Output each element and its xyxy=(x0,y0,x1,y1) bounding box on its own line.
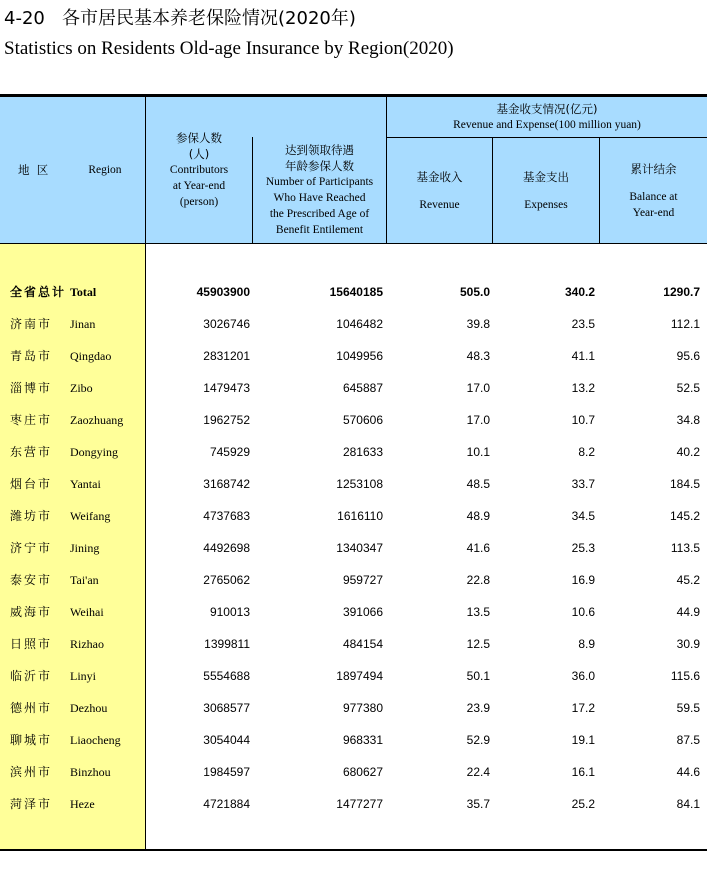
region-en-cell: Rizhao xyxy=(70,637,104,651)
balance-cell: 1290.7 xyxy=(663,285,700,299)
balance-cell: 84.1 xyxy=(676,797,700,811)
expenses-cell: 17.2 xyxy=(571,701,595,715)
balance-cell: 45.2 xyxy=(676,573,700,587)
contributors-cell: 4492698 xyxy=(203,541,250,555)
region-cn-cell: 日照市 xyxy=(10,637,53,651)
contributors-cell: 1984597 xyxy=(203,765,250,779)
region-cn-cell: 青岛市 xyxy=(10,349,53,363)
header-region-en: Region xyxy=(88,163,122,176)
bottom-rule xyxy=(0,849,707,851)
expenses-cell: 340.2 xyxy=(564,285,595,299)
header-bottom-rule xyxy=(0,243,707,244)
header-fund-cn: 基金收支情况(亿元) xyxy=(496,101,598,116)
expenses-cell: 25.2 xyxy=(571,797,595,811)
table-row xyxy=(0,500,707,532)
revenue-cell: 48.9 xyxy=(466,509,490,523)
contributors-cell: 1399811 xyxy=(204,637,250,651)
region-en-cell: Zibo xyxy=(70,381,93,395)
region-cn-cell: 威海市 xyxy=(10,605,53,619)
region-cn-cell: 全省总计 xyxy=(10,285,67,299)
header-expenses-en: Expenses xyxy=(524,198,568,211)
table-row xyxy=(0,660,707,692)
table-row xyxy=(0,308,707,340)
contributors-cell: 4721884 xyxy=(203,797,250,811)
region-en-cell: Dezhou xyxy=(70,701,108,715)
table-row xyxy=(0,372,707,404)
balance-cell: 40.2 xyxy=(676,445,700,459)
header-participants xyxy=(253,137,386,243)
region-cn-cell: 济南市 xyxy=(10,317,53,331)
header-contributors-en2: at Year-end xyxy=(172,179,226,192)
table-title-cn xyxy=(4,4,356,30)
table-row xyxy=(0,596,707,628)
balance-cell: 145.2 xyxy=(669,509,700,523)
participants-cell: 1897494 xyxy=(336,669,383,683)
participants-cell: 570606 xyxy=(342,413,383,427)
participants-cell: 1477277 xyxy=(336,797,383,811)
header-contributors-en1: Contributors xyxy=(169,163,229,176)
header-contributors xyxy=(146,96,252,243)
region-cn-cell: 淄博市 xyxy=(10,381,53,395)
expenses-cell: 25.3 xyxy=(571,541,595,555)
region-en-cell: Heze xyxy=(70,797,95,811)
region-en-cell: Zaozhuang xyxy=(70,413,124,427)
header-contributors-cn2: (人) xyxy=(188,146,210,161)
participants-cell: 281633 xyxy=(342,445,383,459)
table-row xyxy=(0,692,707,724)
table-title-cn-text: 各市居民基本养老保险情况(2020年) xyxy=(62,8,356,29)
header-revenue-cn: 基金收入 xyxy=(416,169,463,184)
table-row-total xyxy=(0,276,707,308)
expenses-cell: 10.6 xyxy=(571,605,595,619)
revenue-cell: 48.5 xyxy=(466,477,490,491)
participants-cell: 977380 xyxy=(342,701,383,715)
table-row xyxy=(0,404,707,436)
balance-cell: 113.5 xyxy=(670,541,700,555)
revenue-cell: 23.9 xyxy=(466,701,490,715)
region-en-cell: Jinan xyxy=(70,317,96,331)
revenue-cell: 505.0 xyxy=(459,285,490,299)
participants-cell: 484154 xyxy=(342,637,383,651)
header-expenses xyxy=(493,138,599,243)
expenses-cell: 16.1 xyxy=(571,765,595,779)
balance-cell: 44.9 xyxy=(676,605,700,619)
contributors-cell: 3068577 xyxy=(203,701,250,715)
expenses-cell: 23.5 xyxy=(571,317,595,331)
expenses-cell: 36.0 xyxy=(571,669,595,683)
table-row xyxy=(0,468,707,500)
balance-cell: 52.5 xyxy=(676,381,700,395)
expenses-cell: 19.1 xyxy=(571,733,595,747)
region-en-cell: Tai'an xyxy=(70,573,99,587)
table-title-en: Statistics on Residents Old-age Insurance by Region(2020) xyxy=(4,38,454,59)
contributors-cell: 4737683 xyxy=(203,509,250,523)
balance-cell: 30.9 xyxy=(676,637,700,651)
data-table xyxy=(0,94,707,852)
expenses-cell: 16.9 xyxy=(571,573,595,587)
revenue-cell: 39.8 xyxy=(466,317,490,331)
table-row xyxy=(0,724,707,756)
table-row xyxy=(0,788,707,820)
contributors-cell: 3026746 xyxy=(203,317,250,331)
header-region-cn: 地 区 xyxy=(18,162,49,177)
region-cn-cell: 枣庄市 xyxy=(10,413,53,427)
header-contributors-cn1: 参保人数 xyxy=(176,130,222,145)
table-number: 4-20 xyxy=(4,8,45,29)
expenses-cell: 8.2 xyxy=(578,445,595,459)
expenses-cell: 8.9 xyxy=(578,637,595,651)
balance-cell: 115.6 xyxy=(670,669,700,683)
participants-cell: 391066 xyxy=(342,605,383,619)
table-row xyxy=(0,628,707,660)
participants-cell: 15640185 xyxy=(329,285,383,299)
header-participants-cn1: 达到领取待遇 xyxy=(285,143,354,157)
header-contributors-en3: (person) xyxy=(179,195,219,208)
region-cn-cell: 临沂市 xyxy=(10,669,53,683)
balance-cell: 59.5 xyxy=(676,701,700,715)
header-fund-en: Revenue and Expense(100 million yuan) xyxy=(453,118,641,131)
contributors-cell: 5554688 xyxy=(203,669,250,683)
balance-cell: 44.6 xyxy=(676,765,700,779)
region-cn-cell: 济宁市 xyxy=(10,541,53,555)
balance-cell: 95.6 xyxy=(676,349,700,363)
revenue-cell: 35.7 xyxy=(466,797,490,811)
table-row xyxy=(0,564,707,596)
region-cn-cell: 东营市 xyxy=(10,445,53,459)
header-region xyxy=(0,96,145,243)
revenue-cell: 10.1 xyxy=(466,445,490,459)
participants-cell: 1253108 xyxy=(336,477,383,491)
revenue-cell: 12.5 xyxy=(466,637,490,651)
contributors-cell: 3054044 xyxy=(203,733,250,747)
region-en-cell: Binzhou xyxy=(70,765,111,779)
region-cn-cell: 烟台市 xyxy=(10,477,53,491)
region-en-cell: Qingdao xyxy=(70,349,112,363)
participants-cell: 1046482 xyxy=(336,317,383,331)
revenue-cell: 52.9 xyxy=(466,733,490,747)
contributors-cell: 45903900 xyxy=(196,285,250,299)
participants-cell: 680627 xyxy=(342,765,383,779)
region-en-cell: Jining xyxy=(70,541,100,555)
header-balance xyxy=(600,138,707,243)
header-balance-en2: Year-end xyxy=(632,206,675,219)
region-cn-cell: 滨州市 xyxy=(10,765,53,779)
contributors-cell: 3168742 xyxy=(203,477,250,491)
header-participants-en1: Number of Participants xyxy=(265,176,374,188)
participants-cell: 1616110 xyxy=(337,509,383,523)
region-en-cell: Total xyxy=(70,285,97,299)
header-revenue-en: Revenue xyxy=(419,198,460,211)
revenue-cell: 17.0 xyxy=(466,381,490,395)
participants-cell: 968331 xyxy=(342,733,383,747)
revenue-cell: 41.6 xyxy=(466,541,490,555)
region-cn-cell: 聊城市 xyxy=(10,733,53,747)
expenses-cell: 41.1 xyxy=(571,349,595,363)
region-cn-cell: 德州市 xyxy=(10,701,53,715)
contributors-cell: 2831201 xyxy=(203,349,250,363)
revenue-cell: 17.0 xyxy=(466,413,490,427)
contributors-cell: 745929 xyxy=(209,445,250,459)
region-en-cell: Weifang xyxy=(70,509,111,523)
region-en-cell: Weihai xyxy=(70,605,104,619)
header-balance-cn: 累计结余 xyxy=(630,161,677,176)
header-fund xyxy=(387,96,707,137)
expenses-cell: 13.2 xyxy=(571,381,595,395)
balance-cell: 87.5 xyxy=(676,733,700,747)
balance-cell: 184.5 xyxy=(669,477,700,491)
participants-cell: 1049956 xyxy=(336,349,383,363)
region-en-cell: Yantai xyxy=(70,477,101,491)
region-cn-cell: 泰安市 xyxy=(10,573,53,587)
region-en-cell: Dongying xyxy=(70,445,118,459)
region-en-cell: Liaocheng xyxy=(70,733,121,747)
revenue-cell: 13.5 xyxy=(466,605,490,619)
region-cn-cell: 菏泽市 xyxy=(10,797,53,811)
header-expenses-cn: 基金支出 xyxy=(523,169,569,184)
header-participants-en3: the Prescribed Age of xyxy=(269,208,370,220)
table-row xyxy=(0,756,707,788)
revenue-cell: 22.4 xyxy=(466,765,490,779)
contributors-cell: 2765062 xyxy=(203,573,250,587)
revenue-cell: 22.8 xyxy=(466,573,490,587)
participants-cell: 645887 xyxy=(342,381,383,395)
expenses-cell: 10.7 xyxy=(571,413,595,427)
expenses-cell: 33.7 xyxy=(571,477,595,491)
participants-cell: 959727 xyxy=(342,573,383,587)
header-participants-en4: Benefit Entilement xyxy=(275,224,364,236)
region-en-cell: Linyi xyxy=(70,669,96,683)
balance-cell: 112.1 xyxy=(670,317,700,331)
header-participants-en2: Who Have Reached xyxy=(273,192,366,204)
balance-cell: 34.8 xyxy=(676,413,700,427)
table-row xyxy=(0,532,707,564)
expenses-cell: 34.5 xyxy=(571,509,595,523)
header-balance-en1: Balance at xyxy=(629,190,678,203)
table-row xyxy=(0,340,707,372)
revenue-cell: 48.3 xyxy=(466,349,490,363)
contributors-cell: 1962752 xyxy=(203,413,250,427)
participants-cell: 1340347 xyxy=(336,541,383,555)
header-revenue xyxy=(387,138,492,243)
header-participants-cn2: 年龄参保人数 xyxy=(285,159,354,173)
contributors-cell: 1479473 xyxy=(203,381,250,395)
revenue-cell: 50.1 xyxy=(466,669,490,683)
contributors-cell: 910013 xyxy=(209,605,250,619)
region-cn-cell: 潍坊市 xyxy=(10,509,53,523)
table-row xyxy=(0,436,707,468)
